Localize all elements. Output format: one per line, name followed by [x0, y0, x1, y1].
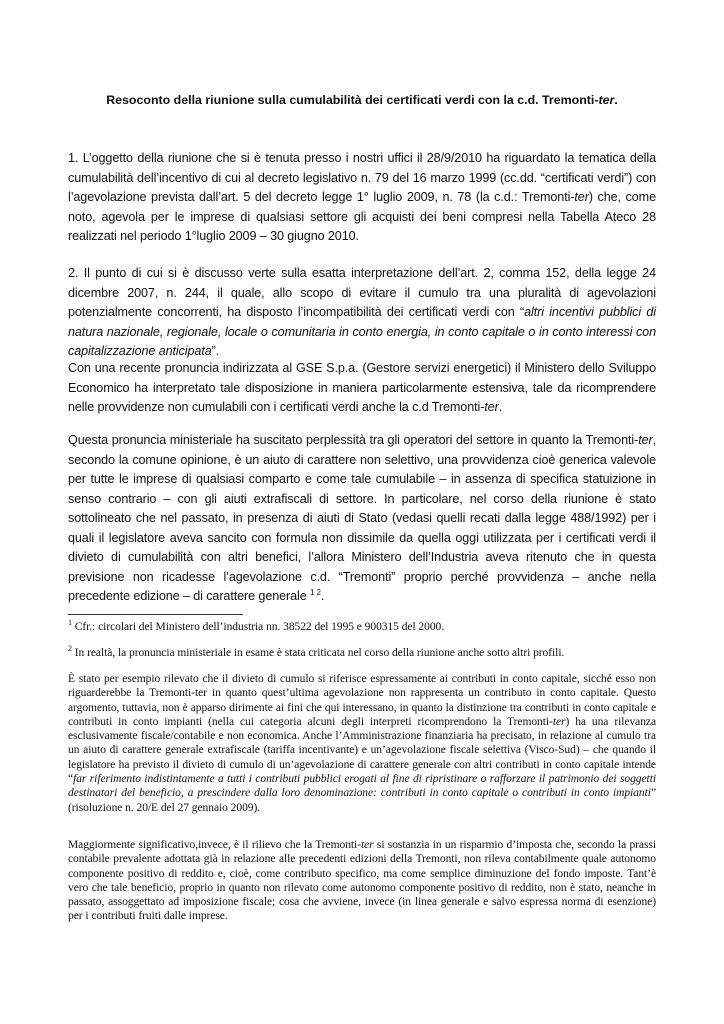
page-title — [68, 92, 656, 108]
footnote-2: $^2$ In realtà, la pronuncia ministeriale in esame è stata criticata nel corso della riunione anche sotto altri profili. — [68, 644, 565, 659]
footnote-reference: 1 2 — [310, 587, 321, 597]
footnote-divider — [68, 614, 243, 615]
paragraph-3: Con una recente pronuncia indirizzata al GSE S.p.a. (Gestore servizi energetici) il Ministero dello Sviluppo Economico ha interpretato tale disposizione in maniera particolarmente estensiva, tale da ricomprendere nelle provvidenze non cumulabili con i certificati verdi anche la c.d Tremonti-ter. — [68, 361, 656, 414]
title-end: . — [614, 93, 618, 107]
title-italic: ter — [598, 93, 615, 107]
footnote-1: $^1$ Cfr.: circolari del Ministero dell’industria nn. 38522 del 1995 e 900315 del 2000. — [68, 618, 445, 633]
footnote-2-paragraph-1: È stato per esempio rilevato che il divieto di cumulo si riferisce espressamente ai contributi in conto capitale, sicché esso non riguarderebbe la Tremonti-ter in quanto quest’ultima agevolazione non rappresenta un contributo in conto capitale. Questo argomento, tuttavia, non è apparso dirimente ai fini che qui interessano, in quanto la distinzione tra contributi in conto capitale e contributi in conto impianti (nella cui categoria alcuni degli interpreti ricomprendono la Tremonti-ter) ha una rilevanza esclusivamente fiscale/contabile e non economica. Anche l’Amministrazione finanziaria ha precisato, in relazione al cumulo tra un aiuto di carattere generale extrafiscale (tariffa incentivante) e un’agevolazione fiscale selettiva (Visco-Sud) – che quando il legislatore ha previsto il divieto di cumulo di un’agevolazione di carattere generale con altri contributi in conto capitale intende “far riferimento indistintamente a tutti i contributi pubblici erogati al fine di ripristinare o rafforzare il patrimonio dei soggetti destinatari del beneficio, a prescindere dalla loro denominazione: contributi in conto capitale o contributi in conto impianti” (risoluzione n. 20/E del 27 gennaio 2009). — [68, 673, 657, 814]
paragraph-2: 2. Il punto di cui si è discusso verte sulla esatta interpretazione dell’art. 2, comma 152, della legge 24 dicembre 2007, n. 244, il quale, allo scopo di evitare il cumulo tra una pluralità di agevolazioni potenzialmente concorrenti, ha disposto l’incompatibilità dei certificati verdi con “altri incentivi pubblici di natura nazionale, regionale, locale o comunitaria in conto energia, in conto capitale o in conto interessi con capitalizzazione anticipata”. — [68, 266, 656, 358]
paragraph-1: 1. L’oggetto della riunione che si è tenuta presso i nostri uffici il 28/9/2010 ha riguardato la tematica della cumulabilità dell’incentivo di cui al decreto legislativo n. 79 del 16 marzo 1999 (cc.dd. “certificati verdi”) con l’agevolazione prevista dall’art. 5 del decreto legge 1° luglio 2009, n. 78 (la c.d.: Tremonti-ter) che, come noto, agevola per le imprese di qualsiasi settore gli acquisti dei beni compresi nella Tabella Ateco 28 realizzati nel periodo 1°luglio 2009 – 30 giugno 2010. — [68, 151, 656, 243]
footnote-2-paragraph-2: Maggiormente significativo,invece, è il rilievo che la Tremonti-ter si sostanzia in un risparmio d’imposta che, secondo la prassi contabile prevalente adottata già in relazione alle precedenti edizioni della Tremonti, non rileva contabilmente quale autonomo componente positivo di reddito e, cioè, come contributo specifico, ma come semplice diminuzione del fondo imposte. Tant’è vero che tale beneficio, proprio in quanto non rilevato come autonomo componente positivo di reddito, non è stato, neanche in passato, assoggettato ad imposizione fiscale; cosa che avviene, invece (in linea generale e salvo espressa norma di esenzione) per i contributi fruiti dalle imprese. — [68, 839, 656, 923]
title-text: Resoconto della riunione sulla cumulabilità dei certificati verdi con la c.d. Tremonti- — [106, 93, 599, 107]
paragraph-4: Questa pronuncia ministeriale ha suscitato perplessità tra gli operatori del settore in quanto la Tremonti-ter, secondo la comune opinione, è un aiuto di carattere non selettivo, una provvidenza cioè generica valevole per tutte le imprese di qualsiasi comparto e come tale cumulabile – in assenza di specifica statuizione in senso contrario – con gli aiuti extrafiscali di settore. In particolare, nel corso della riunione è stato sottolineato che nel passato, in presenza di aiuti di Stato (vedasi quelli recati dalla legge 488/1992) per i quali il legislatore aveva sancito con formula non dissimile da quella oggi utilizzata per i certificati verdi il divieto di cumulabilità con altri benefici, l’allora Ministero dell’Industria aveva ritenuto che in questa previsione non ricadesse l’agevolazione c.d. “Tremonti” proprio perché provvidenza – anche nella precedente edizione – di carattere generale $^{1 2}$. — [68, 433, 656, 603]
